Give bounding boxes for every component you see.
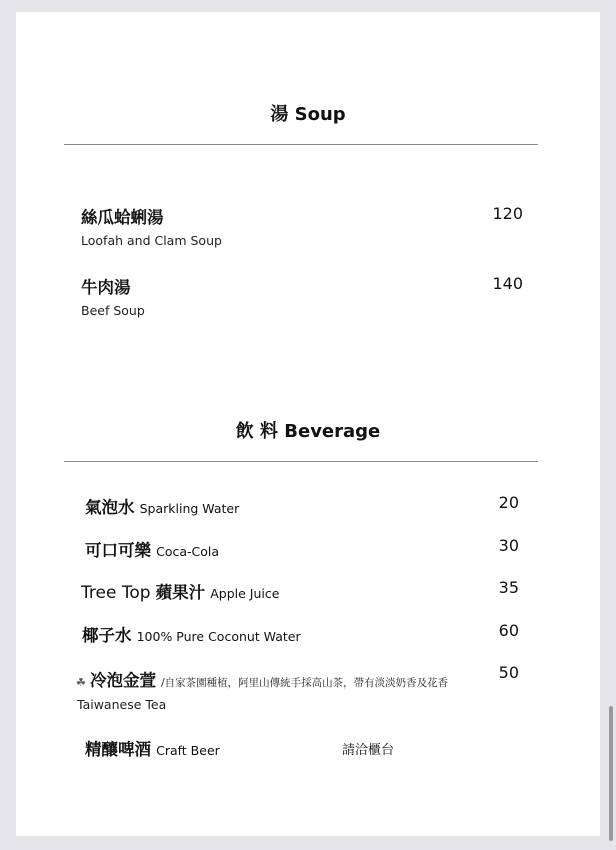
item-price: 120 — [492, 204, 523, 223]
item-name-zh: 蘋果汁 — [155, 583, 206, 602]
item-name-en: Loofah and Clam Soup — [81, 233, 222, 248]
item-name-zh: 冷泡金萱 — [90, 671, 156, 690]
leaf-icon: ☘ — [76, 676, 86, 689]
item-price: 30 — [498, 536, 519, 555]
item-name-zh: 牛肉湯 — [81, 278, 131, 297]
item-description: /自家茶園種植，阿里山傳統手採高山茶，帶有淡淡奶香及花香 — [161, 677, 449, 689]
item-brand: Tree Top — [81, 583, 151, 603]
item-name-en: Apple Juice — [210, 586, 280, 601]
menu-item — [82, 622, 301, 646]
menu-item — [76, 667, 448, 691]
item-name-en: Beef Soup — [81, 303, 145, 318]
item-name-zh: 精釀啤酒 — [85, 740, 151, 759]
menu-item — [85, 736, 220, 760]
item-price: 140 — [492, 274, 523, 293]
menu-item — [81, 579, 279, 603]
item-name-en: 100% Pure Coconut Water — [136, 629, 301, 644]
section-title-soup: 湯 Soup — [270, 104, 346, 125]
item-name-en: Coca-Cola — [156, 544, 220, 559]
item-name-zh: 可口可樂 — [85, 541, 151, 560]
item-price: 請洽櫃台 — [342, 743, 395, 758]
item-price: 20 — [498, 493, 519, 512]
section-title-beverage: 飲 料 Beverage — [235, 421, 381, 442]
menu-page — [16, 12, 600, 836]
item-name-en: Sparkling Water — [139, 501, 240, 516]
item-price: 35 — [498, 578, 519, 597]
scrollbar[interactable] — [609, 706, 613, 841]
item-name-zh: 絲瓜蛤蜊湯 — [81, 208, 164, 227]
divider — [64, 144, 538, 145]
menu-item — [85, 494, 239, 518]
item-name-zh: 氣泡水 — [85, 498, 135, 517]
menu-item — [85, 537, 219, 561]
item-price: 50 — [498, 663, 519, 682]
item-name-en: Craft Beer — [156, 743, 220, 758]
item-name-en: Taiwanese Tea — [77, 697, 167, 712]
divider — [64, 461, 538, 462]
item-price: 60 — [498, 621, 519, 640]
item-name-zh: 椰子水 — [82, 626, 132, 645]
